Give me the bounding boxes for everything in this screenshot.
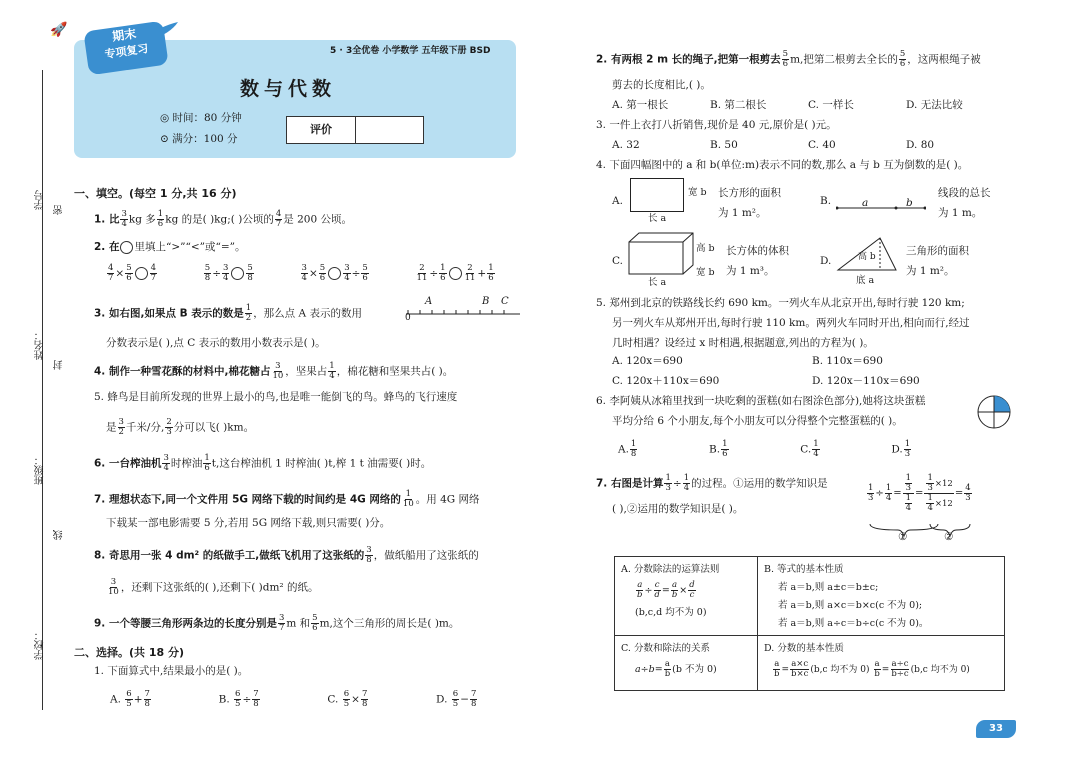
- clock-icon: ◎: [160, 112, 173, 124]
- number-line-c: C: [501, 296, 509, 307]
- q4-option-c-desc2: 为 1 m³。: [726, 265, 775, 277]
- check-icon: ⊙: [160, 133, 173, 145]
- knowledge-d-formula: $\frac{a}{b}$ = $\frac{a\times c}{b\times c}$ (b,c 均不为 0) $\frac{a}{b}$ = $\frac{a\div c}{b\div c}$ (b,c 均不为 0): [774, 659, 970, 679]
- question-2-6: 6. 李阿姨从冰箱里找到一块吃剩的蛋糕(如右图涂色部分),她将这块蛋糕: [596, 395, 926, 407]
- triangle-height: 高 b: [858, 252, 876, 262]
- question-2-6-options: A. $\frac{1}{8}$ B. $\frac{1}{6}$ C. $\frac{1}{4}$ D. $\frac{1}{3}$: [618, 439, 911, 459]
- question-2-5-line2: 另一列火车从郑州开出,每时行驶 110 km。两列火车同时开出,相向而行,经过: [612, 317, 970, 329]
- question-2-7-line2: ( ),②运用的数学知识是( )。: [612, 503, 744, 515]
- question-2-4: 4. 下面四幅图中的 a 和 b(单位:m)表示不同的数,那么 a 与 b 互为倒数的是( )。: [596, 159, 969, 171]
- number-line-a: A: [425, 296, 433, 307]
- q4-option-d-desc1: 三角形的面积: [906, 245, 969, 257]
- sidebar-class: 班级：: [35, 455, 46, 485]
- q7-braces: [868, 522, 992, 538]
- knowledge-a: [615, 557, 758, 636]
- question-2-5-options-2: C. 120x＋110x＝690 D. 120x－110x＝690: [612, 375, 920, 387]
- evaluation-field[interactable]: [356, 117, 423, 143]
- score-label: ⊙ 满分：100 分: [160, 133, 238, 145]
- cuboid-width: 宽 b: [696, 267, 715, 278]
- question-2-6-line2: 平均分给 6 个小朋友,每个小朋友可以分得整个完整蛋糕的( )。: [612, 415, 903, 427]
- binding-rocket-icon: 🚀: [50, 22, 68, 38]
- q4-option-b-desc2: 为 1 m。: [938, 207, 983, 219]
- sidebar-name: 姓名：: [35, 330, 46, 360]
- binding-line: [42, 70, 43, 710]
- knowledge-b-line-2: 若 a＝b,则 a×c＝b×c(c 不为 0);: [778, 600, 923, 611]
- page-number: 33: [989, 723, 1003, 734]
- question-2-3-options: A. 32 B. 50 C. 40 D. 80: [612, 139, 935, 151]
- q7-mark-2: ②: [944, 531, 954, 543]
- knowledge-b-line-1: 若 a＝b,则 a±c＝b±c;: [778, 582, 879, 593]
- knowledge-d: [758, 636, 1005, 691]
- number-line-b: B: [482, 296, 490, 307]
- cuboid-height: 高 b: [696, 243, 715, 254]
- number-line-zero: 0: [405, 313, 411, 323]
- segment-a: a: [862, 197, 869, 209]
- series-label: 5 · 3全优卷 小学数学 五年级下册 BSD: [330, 46, 491, 56]
- cuboid-length: 长 a: [648, 277, 667, 288]
- knowledge-d-title: D. 分数的基本性质: [764, 643, 844, 654]
- q4-option-c-desc1: 长方体的体积: [726, 245, 789, 257]
- question-2-5-options-1: A. 120x＝690 B. 110x＝690: [612, 355, 883, 367]
- question-1-7-line2: 下载某一部电影需要 5 分,若用 5G 网络下载,则只需要( )分。: [106, 517, 391, 529]
- q4-option-d-label: D.: [820, 255, 832, 267]
- sidebar-school: 学校：: [35, 630, 46, 660]
- question-2-5: 5. 郑州到北京的铁路线长约 690 km。一列火车从北京开出,每时行驶 120 km;: [596, 297, 965, 309]
- segment-b: b: [906, 197, 913, 209]
- q4-option-a-label: A.: [612, 195, 623, 207]
- knowledge-c: [615, 636, 758, 691]
- rectangle-figure: [630, 178, 684, 212]
- knowledge-a-formula: $\frac{a}{b}$ ÷ $\frac{c}{d}$ = $\frac{a}{b}$ × $\frac{d}{c}$: [637, 580, 695, 600]
- question-2-7: 7. 右图是计算 $\frac{1}{3}$ ÷ $\frac{1}{4}$ 的过程。①运用的数学知识是: [596, 473, 828, 493]
- knowledge-c-formula: a÷b= $\frac{a}{b}$ (b 不为 0): [635, 659, 717, 679]
- page-number-badge: [976, 720, 1016, 738]
- question-1-3: 3. 如右图,如果点 B 表示的数是 $\frac{1}{2}$ ，那么点 A 表示的数用: [94, 303, 362, 323]
- section-1-title: 一、填空。(每空 1 分,共 16 分): [74, 187, 237, 200]
- compare-row: $\frac{4}{7}$ × $\frac{5}{6}$ $\frac{4}{7}$ $\frac{5}{8}$ ÷ $\frac{3}{4}$ $\frac{5}{8}$ $\frac{3}{4}$ × $\frac{5}{6}$ $\frac{3}{4}$ ÷ $\frac{5}{6}$ $\frac{2}{11}$ ÷ $\frac{1}{6}$ $\frac{2}{11}$ + $\frac{1}{6}$: [108, 263, 494, 283]
- q4-option-d-desc2: 为 1 m²。: [906, 265, 955, 277]
- cake-figure: [976, 394, 1012, 430]
- question-2-1: 1. 下面算式中,结果最小的是( )。: [94, 665, 249, 677]
- q4-option-a-desc2: 为 1 m²。: [718, 207, 767, 219]
- question-1-5: 5. 蜂鸟是目前所发现的世界上最小的鸟,也是唯一能倒飞的鸟。蜂鸟的飞行速度: [94, 391, 458, 403]
- question-1-9: 9. 一个等腰三角形两条边的长度分别是 $\frac{3}{7}$ m 和 $\frac{5}{6}$ m,这个三角形的周长是( )m。: [94, 613, 460, 633]
- badge-line2: 专项复习: [103, 41, 150, 61]
- q4-option-c-label: C.: [612, 255, 623, 267]
- question-1-8-line2: $\frac{3}{10}$ ，还剩下这张纸的( ),还剩下( )dm² 的纸。: [108, 577, 319, 597]
- question-1-3-line2: 分数表示是( ),点 C 表示的数用小数表示是( )。: [106, 337, 326, 349]
- time-label: ◎ 时间：80 分钟: [160, 112, 242, 124]
- knowledge-b-line-3: 若 a＝b,则 a÷c＝b÷c(c 不为 0)。: [778, 618, 929, 629]
- knowledge-a-title: A. 分数除法的运算法则: [621, 564, 720, 575]
- cuboid-figure: [628, 232, 694, 276]
- question-1-7: 7. 理想状态下,同一个文件用 5G 网络下载的时间约是 4G 网络的 $\frac{1}{10}$ 。用 4G 网络: [94, 489, 480, 509]
- question-2-2: 2. 有两根 2 m 长的绳子,把第一根剪去 $\frac{5}{6}$ m,把第二根剪去全长的 $\frac{5}{6}$ ，这两根绳子被: [596, 49, 981, 69]
- badge-line1: 期末: [111, 26, 138, 44]
- q4-option-a-desc1: 长方形的面积: [718, 187, 781, 199]
- knowledge-table: [614, 556, 1005, 691]
- sidebar-seal-2: 封: [54, 360, 65, 370]
- sidebar-student-id: 学号: [35, 190, 46, 210]
- question-1-6: 6. 一台榨油机 $\frac{3}{4}$ 时榨油 $\frac{1}{6}$ t,这台榨油机 1 时榨油( )t,榨 1 t 油需要( )时。: [94, 453, 432, 473]
- number-line: [402, 296, 522, 326]
- rectangle-length: 长 a: [648, 213, 667, 224]
- evaluation-label: 评价: [287, 117, 356, 143]
- question-2-2-line2: 剪去的长度相比,( )。: [612, 79, 711, 91]
- q7-mark-1: ①: [898, 531, 908, 543]
- sidebar-seal-1: 密: [54, 205, 65, 215]
- q4-option-b-desc1: 线段的总长: [938, 187, 991, 199]
- knowledge-b: [758, 557, 1005, 636]
- knowledge-c-title: C. 分数和除法的关系: [621, 643, 710, 654]
- section-2-title: 二、选择。(共 18 分): [74, 646, 185, 659]
- question-1-1: 1. 比 $\frac{3}{4}$ kg 多 $\frac{1}{6}$ kg 的是( )kg;( )公顷的 $\frac{4}{7}$ 是 200 公顷。: [94, 209, 352, 229]
- page-title: 数与代数: [240, 78, 337, 100]
- q4-option-b-label: B.: [820, 195, 832, 207]
- knowledge-b-title: B. 等式的基本性质: [764, 564, 844, 575]
- question-2-5-line3: 几时相遇？设经过 x 时相遇,根据题意,列出的方程为( )。: [612, 337, 874, 349]
- sidebar-seal-3: 线: [54, 530, 65, 540]
- triangle-base: 底 a: [856, 275, 875, 286]
- question-2-2-options: A. 第一根长 B. 第二根长 C. 一样长 D. 无法比较: [612, 99, 963, 111]
- question-1-4: 4. 制作一种雪花酥的材料中,棉花糖占 $\frac{3}{10}$ ，坚果占 $\frac{1}{4}$ ，棉花糖和坚果共占( )。: [94, 361, 454, 381]
- question-1-8: 8. 奇思用一张 4 dm² 的纸做手工,做纸飞机用了这张纸的 $\frac{3}{8}$ ，做纸船用了这张纸的: [94, 545, 479, 565]
- knowledge-a-note: (b,c,d 均不为 0): [635, 607, 707, 618]
- rectangle-width: 宽 b: [688, 187, 707, 198]
- question-2-3: 3. 一件上衣打八折销售,现价是 40 元,原价是( )元。: [596, 119, 837, 131]
- evaluation-box: [286, 116, 424, 144]
- question-1-2: 2. 在 里填上“>”“<”或“=”。: [94, 241, 246, 253]
- question-1-5-line2: 是 $\frac{3}{2}$ 千米/分, $\frac{2}{3}$ 分可以飞( )km。: [106, 417, 255, 437]
- q7-derivation: $\frac{1}{3}$ ÷ $\frac{1}{4}$ = $\frac{\frac{1}{3}}{\frac{1}{4}}$ = $\frac{1}{3}$ ×12 $\frac{1}{4}$ ×12 = $\frac{4}{3}$: [868, 473, 971, 513]
- question-2-1-options: A. $\frac{6}{5}$ + $\frac{7}{8}$ B. $\frac{6}{5}$ ÷ $\frac{7}{8}$ C. $\frac{6}{5}$ × $\frac{7}{8}$ D. $\frac{6}{5}$ − $\frac{7}{8}$: [110, 689, 477, 709]
